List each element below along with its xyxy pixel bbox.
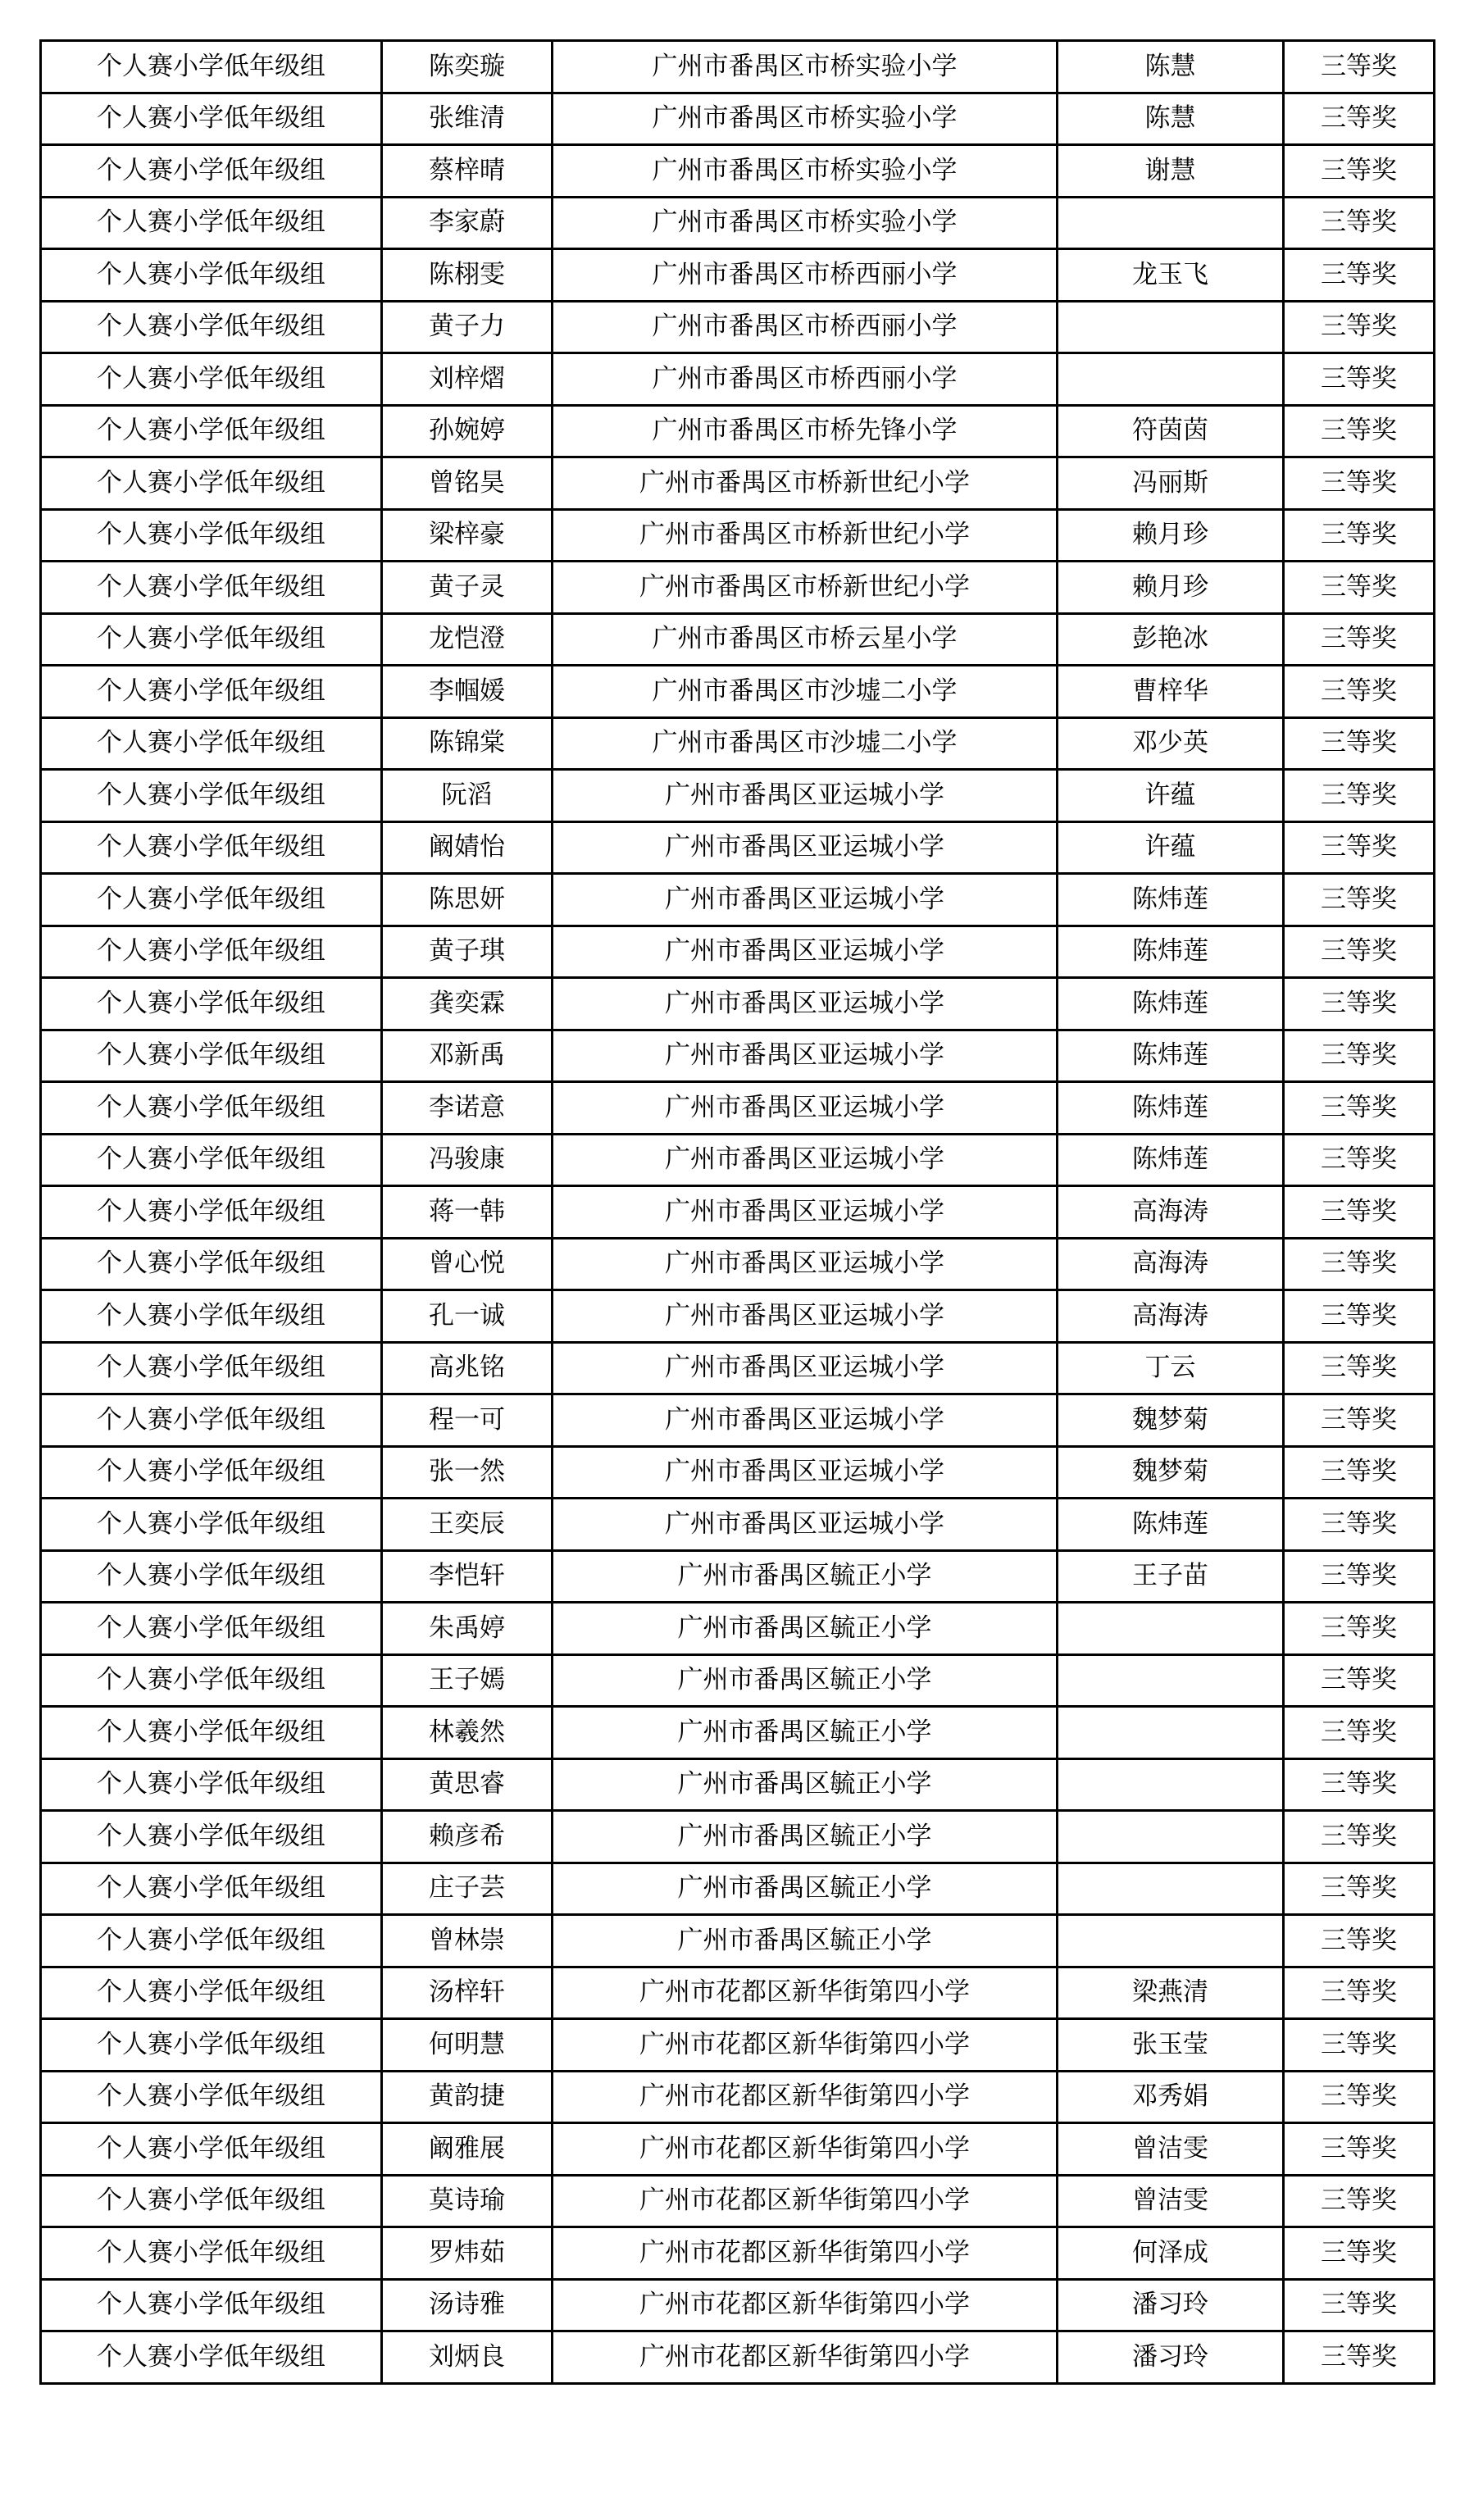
teacher-cell: 陈炜莲 [1058, 978, 1284, 1030]
student-name-cell: 龚奕霖 [382, 978, 553, 1030]
group-cell: 个人赛小学低年级组 [41, 2279, 382, 2331]
student-name-cell: 阮滔 [382, 770, 553, 822]
award-cell: 三等奖 [1284, 41, 1435, 93]
student-name-cell: 陈思妍 [382, 874, 553, 926]
table-row [41, 1134, 1435, 1186]
student-name-cell: 朱禹婷 [382, 1603, 553, 1655]
table-row [41, 1550, 1435, 1603]
award-cell: 三等奖 [1284, 1915, 1435, 1967]
table-row [41, 821, 1435, 874]
table-row [41, 1758, 1435, 1811]
school-cell: 广州市番禺区亚运城小学 [553, 1290, 1058, 1343]
student-name-cell: 刘炳良 [382, 2331, 553, 2384]
school-cell: 广州市番禺区毓正小学 [553, 1758, 1058, 1811]
teacher-cell: 陈炜莲 [1058, 926, 1284, 978]
table-row [41, 1342, 1435, 1394]
award-cell: 三等奖 [1284, 2175, 1435, 2227]
award-cell: 三等奖 [1284, 2331, 1435, 2384]
table-row [41, 249, 1435, 302]
table-row [41, 405, 1435, 457]
table-row [41, 978, 1435, 1030]
school-cell: 广州市番禺区毓正小学 [553, 1915, 1058, 1967]
school-cell: 广州市番禺区毓正小学 [553, 1654, 1058, 1707]
award-cell: 三等奖 [1284, 457, 1435, 510]
teacher-cell: 梁燕清 [1058, 1967, 1284, 2019]
teacher-cell: 许蕴 [1058, 770, 1284, 822]
group-cell: 个人赛小学低年级组 [41, 1550, 382, 1603]
table-row [41, 41, 1435, 93]
table-row [41, 1446, 1435, 1499]
table-row [41, 562, 1435, 614]
teacher-cell: 潘习玲 [1058, 2279, 1284, 2331]
award-cell: 三等奖 [1284, 1499, 1435, 1551]
teacher-cell [1058, 197, 1284, 249]
table-row [41, 2019, 1435, 2072]
student-name-cell: 何明慧 [382, 2019, 553, 2072]
group-cell: 个人赛小学低年级组 [41, 874, 382, 926]
group-cell: 个人赛小学低年级组 [41, 821, 382, 874]
school-cell: 广州市花都区新华街第四小学 [553, 2071, 1058, 2123]
group-cell: 个人赛小学低年级组 [41, 666, 382, 718]
awards-table-body [41, 41, 1435, 2384]
school-cell: 广州市番禺区亚运城小学 [553, 1186, 1058, 1239]
school-cell: 广州市花都区新华街第四小学 [553, 2279, 1058, 2331]
student-name-cell: 张一然 [382, 1446, 553, 1499]
group-cell: 个人赛小学低年级组 [41, 1134, 382, 1186]
teacher-cell: 王子苗 [1058, 1550, 1284, 1603]
teacher-cell [1058, 1707, 1284, 1759]
student-name-cell: 黄韵捷 [382, 2071, 553, 2123]
student-name-cell: 陈奕璇 [382, 41, 553, 93]
student-name-cell: 冯骏康 [382, 1134, 553, 1186]
teacher-cell: 曾洁雯 [1058, 2123, 1284, 2176]
table-row [41, 2123, 1435, 2176]
school-cell: 广州市番禺区亚运城小学 [553, 1134, 1058, 1186]
table-row [41, 613, 1435, 666]
table-row [41, 926, 1435, 978]
school-cell: 广州市番禺区市桥西丽小学 [553, 301, 1058, 353]
school-cell: 广州市番禺区市桥实验小学 [553, 145, 1058, 198]
school-cell: 广州市花都区新华街第四小学 [553, 2123, 1058, 2176]
school-cell: 广州市番禺区毓正小学 [553, 1863, 1058, 1915]
teacher-cell: 冯丽斯 [1058, 457, 1284, 510]
teacher-cell: 曹梓华 [1058, 666, 1284, 718]
teacher-cell: 陈炜莲 [1058, 874, 1284, 926]
group-cell: 个人赛小学低年级组 [41, 717, 382, 770]
award-cell: 三等奖 [1284, 821, 1435, 874]
award-cell: 三等奖 [1284, 1238, 1435, 1290]
teacher-cell: 魏梦菊 [1058, 1446, 1284, 1499]
award-cell: 三等奖 [1284, 1394, 1435, 1447]
school-cell: 广州市番禺区亚运城小学 [553, 770, 1058, 822]
student-name-cell: 李帼媛 [382, 666, 553, 718]
award-cell: 三等奖 [1284, 717, 1435, 770]
student-name-cell: 汤诗雅 [382, 2279, 553, 2331]
award-cell: 三等奖 [1284, 1967, 1435, 2019]
teacher-cell: 高海涛 [1058, 1290, 1284, 1343]
student-name-cell: 阚婧怡 [382, 821, 553, 874]
group-cell: 个人赛小学低年级组 [41, 2019, 382, 2072]
group-cell: 个人赛小学低年级组 [41, 2331, 382, 2384]
teacher-cell [1058, 1811, 1284, 1863]
award-cell: 三等奖 [1284, 1811, 1435, 1863]
table-row [41, 1499, 1435, 1551]
teacher-cell: 陈炜莲 [1058, 1030, 1284, 1082]
teacher-cell: 高海涛 [1058, 1238, 1284, 1290]
table-row [41, 1811, 1435, 1863]
award-cell: 三等奖 [1284, 2019, 1435, 2072]
school-cell: 广州市番禺区亚运城小学 [553, 1082, 1058, 1135]
school-cell: 广州市番禺区毓正小学 [553, 1550, 1058, 1603]
group-cell: 个人赛小学低年级组 [41, 1707, 382, 1759]
student-name-cell: 龙恺澄 [382, 613, 553, 666]
group-cell: 个人赛小学低年级组 [41, 1811, 382, 1863]
student-name-cell: 高兆铭 [382, 1342, 553, 1394]
teacher-cell [1058, 1654, 1284, 1707]
school-cell: 广州市花都区新华街第四小学 [553, 2227, 1058, 2280]
student-name-cell: 孙婉婷 [382, 405, 553, 457]
school-cell: 广州市番禺区市桥新世纪小学 [553, 457, 1058, 510]
school-cell: 广州市番禺区市桥新世纪小学 [553, 562, 1058, 614]
student-name-cell: 汤梓轩 [382, 1967, 553, 2019]
table-row [41, 2279, 1435, 2331]
group-cell: 个人赛小学低年级组 [41, 978, 382, 1030]
group-cell: 个人赛小学低年级组 [41, 1394, 382, 1447]
student-name-cell: 罗炜茹 [382, 2227, 553, 2280]
table-row [41, 874, 1435, 926]
table-row [41, 2071, 1435, 2123]
table-row [41, 1186, 1435, 1239]
award-cell: 三等奖 [1284, 1446, 1435, 1499]
school-cell: 广州市花都区新华街第四小学 [553, 2175, 1058, 2227]
table-row [41, 2227, 1435, 2280]
teacher-cell [1058, 1863, 1284, 1915]
award-cell: 三等奖 [1284, 1707, 1435, 1759]
award-cell: 三等奖 [1284, 1550, 1435, 1603]
award-cell: 三等奖 [1284, 978, 1435, 1030]
group-cell: 个人赛小学低年级组 [41, 197, 382, 249]
group-cell: 个人赛小学低年级组 [41, 1758, 382, 1811]
award-cell: 三等奖 [1284, 2123, 1435, 2176]
school-cell: 广州市番禺区市沙墟二小学 [553, 717, 1058, 770]
student-name-cell: 李诺意 [382, 1082, 553, 1135]
award-cell: 三等奖 [1284, 2279, 1435, 2331]
school-cell: 广州市花都区新华街第四小学 [553, 1967, 1058, 2019]
teacher-cell: 陈慧 [1058, 93, 1284, 145]
teacher-cell [1058, 1758, 1284, 1811]
award-cell: 三等奖 [1284, 197, 1435, 249]
school-cell: 广州市花都区新华街第四小学 [553, 2019, 1058, 2072]
school-cell: 广州市番禺区市桥实验小学 [553, 93, 1058, 145]
awards-table [39, 39, 1435, 2385]
group-cell: 个人赛小学低年级组 [41, 249, 382, 302]
student-name-cell: 黄思睿 [382, 1758, 553, 1811]
group-cell: 个人赛小学低年级组 [41, 1603, 382, 1655]
award-cell: 三等奖 [1284, 770, 1435, 822]
award-cell: 三等奖 [1284, 301, 1435, 353]
student-name-cell: 曾铭昊 [382, 457, 553, 510]
school-cell: 广州市番禺区市桥先锋小学 [553, 405, 1058, 457]
group-cell: 个人赛小学低年级组 [41, 1030, 382, 1082]
group-cell: 个人赛小学低年级组 [41, 1342, 382, 1394]
student-name-cell: 李家蔚 [382, 197, 553, 249]
award-cell: 三等奖 [1284, 2071, 1435, 2123]
table-row [41, 301, 1435, 353]
group-cell: 个人赛小学低年级组 [41, 2227, 382, 2280]
award-cell: 三等奖 [1284, 1654, 1435, 1707]
teacher-cell: 许蕴 [1058, 821, 1284, 874]
school-cell: 广州市番禺区亚运城小学 [553, 1499, 1058, 1551]
award-cell: 三等奖 [1284, 874, 1435, 926]
award-cell: 三等奖 [1284, 93, 1435, 145]
teacher-cell: 魏梦菊 [1058, 1394, 1284, 1447]
teacher-cell: 龙玉飞 [1058, 249, 1284, 302]
table-row [41, 1394, 1435, 1447]
student-name-cell: 张维清 [382, 93, 553, 145]
group-cell: 个人赛小学低年级组 [41, 1499, 382, 1551]
teacher-cell: 何泽成 [1058, 2227, 1284, 2280]
school-cell: 广州市番禺区毓正小学 [553, 1707, 1058, 1759]
school-cell: 广州市番禺区亚运城小学 [553, 1238, 1058, 1290]
group-cell: 个人赛小学低年级组 [41, 1967, 382, 2019]
group-cell: 个人赛小学低年级组 [41, 1863, 382, 1915]
group-cell: 个人赛小学低年级组 [41, 2123, 382, 2176]
school-cell: 广州市番禺区毓正小学 [553, 1811, 1058, 1863]
teacher-cell: 彭艳冰 [1058, 613, 1284, 666]
student-name-cell: 曾林崇 [382, 1915, 553, 1967]
group-cell: 个人赛小学低年级组 [41, 770, 382, 822]
group-cell: 个人赛小学低年级组 [41, 1238, 382, 1290]
teacher-cell: 谢慧 [1058, 145, 1284, 198]
group-cell: 个人赛小学低年级组 [41, 562, 382, 614]
teacher-cell: 赖月珍 [1058, 562, 1284, 614]
table-row [41, 1915, 1435, 1967]
school-cell: 广州市番禺区毓正小学 [553, 1603, 1058, 1655]
school-cell: 广州市番禺区市桥西丽小学 [553, 249, 1058, 302]
group-cell: 个人赛小学低年级组 [41, 41, 382, 93]
table-row [41, 353, 1435, 406]
award-cell: 三等奖 [1284, 249, 1435, 302]
teacher-cell: 赖月珍 [1058, 509, 1284, 562]
school-cell: 广州市番禺区市桥西丽小学 [553, 353, 1058, 406]
award-cell: 三等奖 [1284, 1342, 1435, 1394]
student-name-cell: 蔡梓晴 [382, 145, 553, 198]
table-row [41, 2175, 1435, 2227]
table-row [41, 145, 1435, 198]
group-cell: 个人赛小学低年级组 [41, 1446, 382, 1499]
award-cell: 三等奖 [1284, 1863, 1435, 1915]
table-row [41, 1603, 1435, 1655]
award-cell: 三等奖 [1284, 353, 1435, 406]
table-row [41, 1654, 1435, 1707]
award-cell: 三等奖 [1284, 1030, 1435, 1082]
teacher-cell: 丁云 [1058, 1342, 1284, 1394]
teacher-cell: 张玉莹 [1058, 2019, 1284, 2072]
student-name-cell: 庄子芸 [382, 1863, 553, 1915]
award-cell: 三等奖 [1284, 509, 1435, 562]
school-cell: 广州市番禺区亚运城小学 [553, 821, 1058, 874]
school-cell: 广州市番禺区亚运城小学 [553, 1394, 1058, 1447]
award-cell: 三等奖 [1284, 1186, 1435, 1239]
school-cell: 广州市番禺区亚运城小学 [553, 1446, 1058, 1499]
award-cell: 三等奖 [1284, 666, 1435, 718]
group-cell: 个人赛小学低年级组 [41, 353, 382, 406]
group-cell: 个人赛小学低年级组 [41, 2175, 382, 2227]
table-row [41, 197, 1435, 249]
group-cell: 个人赛小学低年级组 [41, 457, 382, 510]
award-cell: 三等奖 [1284, 145, 1435, 198]
student-name-cell: 阚雅展 [382, 2123, 553, 2176]
group-cell: 个人赛小学低年级组 [41, 405, 382, 457]
table-row [41, 2331, 1435, 2384]
group-cell: 个人赛小学低年级组 [41, 926, 382, 978]
teacher-cell: 陈慧 [1058, 41, 1284, 93]
table-row [41, 1238, 1435, 1290]
student-name-cell: 蒋一韩 [382, 1186, 553, 1239]
table-row [41, 457, 1435, 510]
award-cell: 三等奖 [1284, 1603, 1435, 1655]
table-row [41, 1082, 1435, 1135]
school-cell: 广州市番禺区亚运城小学 [553, 926, 1058, 978]
award-cell: 三等奖 [1284, 1134, 1435, 1186]
school-cell: 广州市番禺区市桥云星小学 [553, 613, 1058, 666]
student-name-cell: 黄子力 [382, 301, 553, 353]
group-cell: 个人赛小学低年级组 [41, 1186, 382, 1239]
teacher-cell: 邓少英 [1058, 717, 1284, 770]
award-cell: 三等奖 [1284, 562, 1435, 614]
award-cell: 三等奖 [1284, 1290, 1435, 1343]
student-name-cell: 程一可 [382, 1394, 553, 1447]
school-cell: 广州市番禺区市沙墟二小学 [553, 666, 1058, 718]
table-row [41, 1290, 1435, 1343]
school-cell: 广州市番禺区亚运城小学 [553, 874, 1058, 926]
student-name-cell: 黄子灵 [382, 562, 553, 614]
teacher-cell: 高海涛 [1058, 1186, 1284, 1239]
group-cell: 个人赛小学低年级组 [41, 1082, 382, 1135]
group-cell: 个人赛小学低年级组 [41, 2071, 382, 2123]
school-cell: 广州市番禺区市桥实验小学 [553, 197, 1058, 249]
teacher-cell: 邓秀娟 [1058, 2071, 1284, 2123]
table-row [41, 1863, 1435, 1915]
teacher-cell [1058, 301, 1284, 353]
school-cell: 广州市番禺区市桥实验小学 [553, 41, 1058, 93]
teacher-cell [1058, 353, 1284, 406]
table-row [41, 1967, 1435, 2019]
table-row [41, 770, 1435, 822]
student-name-cell: 赖彦希 [382, 1811, 553, 1863]
group-cell: 个人赛小学低年级组 [41, 1654, 382, 1707]
school-cell: 广州市番禺区亚运城小学 [553, 1030, 1058, 1082]
table-row [41, 509, 1435, 562]
student-name-cell: 王奕辰 [382, 1499, 553, 1551]
school-cell: 广州市番禺区亚运城小学 [553, 978, 1058, 1030]
teacher-cell: 曾洁雯 [1058, 2175, 1284, 2227]
student-name-cell: 李恺轩 [382, 1550, 553, 1603]
teacher-cell: 陈炜莲 [1058, 1134, 1284, 1186]
table-row [41, 1030, 1435, 1082]
teacher-cell: 符茵茵 [1058, 405, 1284, 457]
table-row [41, 666, 1435, 718]
teacher-cell: 潘习玲 [1058, 2331, 1284, 2384]
student-name-cell: 王子嫣 [382, 1654, 553, 1707]
award-cell: 三等奖 [1284, 613, 1435, 666]
award-cell: 三等奖 [1284, 926, 1435, 978]
teacher-cell: 陈炜莲 [1058, 1499, 1284, 1551]
table-row [41, 717, 1435, 770]
group-cell: 个人赛小学低年级组 [41, 93, 382, 145]
student-name-cell: 莫诗瑜 [382, 2175, 553, 2227]
teacher-cell: 陈炜莲 [1058, 1082, 1284, 1135]
award-cell: 三等奖 [1284, 1082, 1435, 1135]
teacher-cell [1058, 1915, 1284, 1967]
student-name-cell: 梁梓豪 [382, 509, 553, 562]
student-name-cell: 邓新禹 [382, 1030, 553, 1082]
group-cell: 个人赛小学低年级组 [41, 1290, 382, 1343]
student-name-cell: 陈栩雯 [382, 249, 553, 302]
group-cell: 个人赛小学低年级组 [41, 509, 382, 562]
group-cell: 个人赛小学低年级组 [41, 301, 382, 353]
student-name-cell: 刘梓熠 [382, 353, 553, 406]
group-cell: 个人赛小学低年级组 [41, 145, 382, 198]
table-row [41, 93, 1435, 145]
student-name-cell: 陈锦棠 [382, 717, 553, 770]
student-name-cell: 黄子琪 [382, 926, 553, 978]
school-cell: 广州市番禺区市桥新世纪小学 [553, 509, 1058, 562]
award-cell: 三等奖 [1284, 405, 1435, 457]
award-cell: 三等奖 [1284, 2227, 1435, 2280]
teacher-cell [1058, 1603, 1284, 1655]
group-cell: 个人赛小学低年级组 [41, 613, 382, 666]
student-name-cell: 孔一诚 [382, 1290, 553, 1343]
student-name-cell: 曾心悦 [382, 1238, 553, 1290]
school-cell: 广州市番禺区亚运城小学 [553, 1342, 1058, 1394]
group-cell: 个人赛小学低年级组 [41, 1915, 382, 1967]
award-cell: 三等奖 [1284, 1758, 1435, 1811]
school-cell: 广州市花都区新华街第四小学 [553, 2331, 1058, 2384]
table-row [41, 1707, 1435, 1759]
student-name-cell: 林羲然 [382, 1707, 553, 1759]
